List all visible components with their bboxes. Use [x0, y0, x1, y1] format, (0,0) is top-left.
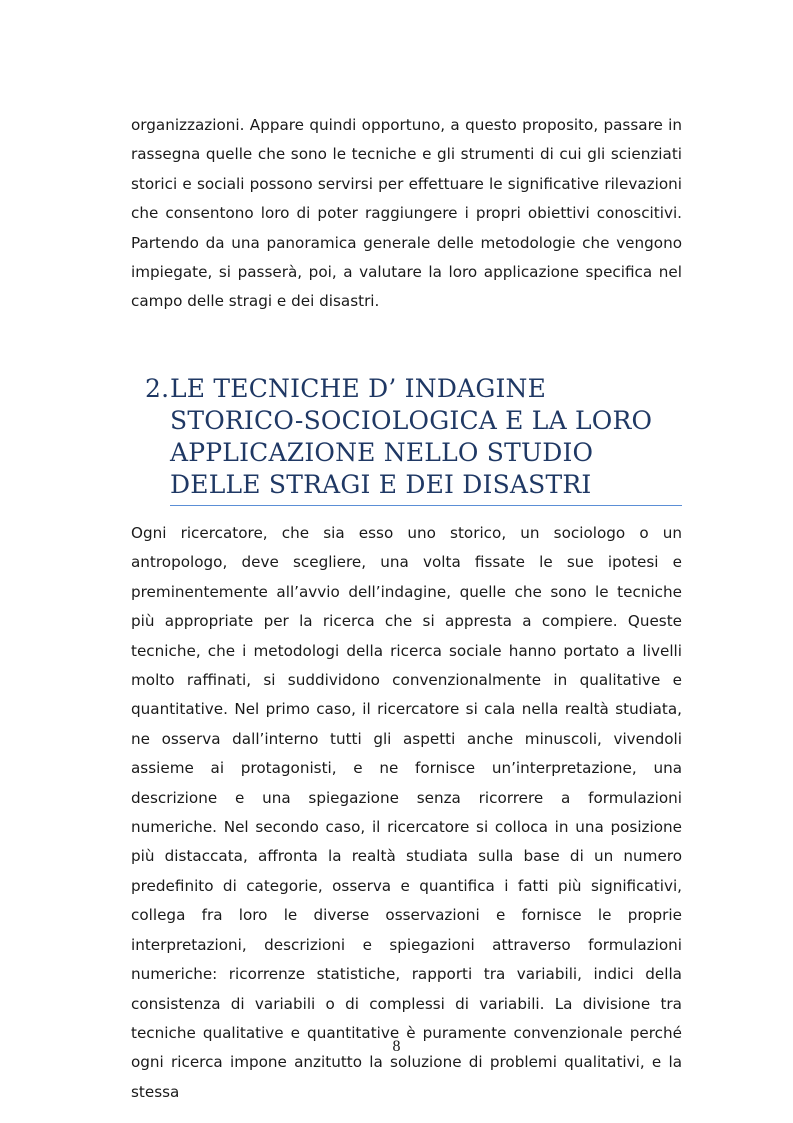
body-paragraph-intro: [131, 111, 682, 317]
page-number: 8: [392, 1038, 401, 1055]
section-heading: [145, 373, 682, 501]
section-title: LE TECNICHE D’ INDAGINE STORICO-SOCIOLOGICA E LA LORO APPLICAZIONE NELLO STUDIO DELLE STRAGI E DEI DISASTRI: [170, 374, 653, 499]
paragraph-text: organizzazioni. Appare quindi opportuno, a questo proposito, passare in rassegna quelle che sono le tecniche e gli strumenti di cui gli scienziati storici e sociali possono servirsi per effettuare le significative rilevazioni che consentono loro di poter raggiungere i propri obiettivi conoscitivi. Partendo da una panoramica generale delle metodologie che vengono impiegate, si passerà, poi, a valutare la loro applicazione specifica nel campo delle stragi e dei disastri.: [131, 116, 682, 311]
paragraph-text: Ogni ricercatore, che sia esso uno storico, un sociologo o un antropologo, deve scegliere, una volta fissate le sue ipotesi e preminentemente all’avvio dell’indagine, quelle che sono le tecniche più appropriate per la ricerca che si appresta a compiere. Queste tecniche, che i metodologi della ricerca sociale hanno portato a livelli molto raffinati, si suddividono convenzionalmente in qualitative e quantitative. Nel primo caso, il ricercatore si cala nella realtà studiata, ne osserva dall’interno tutti gli aspetti anche minuscoli, vivendoli assieme ai protagonisti, e ne fornisce un’interpretazione, una descrizione e una spiegazione senza ricorrere a formulazioni numeriche. Nel secondo caso, il ricercatore si colloca in una posizione più distaccata, affronta la realtà studiata sulla base di un numero predefinito di categorie, osserva e quantifica i fatti più significativi, collega fra loro le diverse osservazioni e fornisce le proprie interpretazioni, descrizioni e spiegazioni attraverso formulazioni numeriche: ricorrenze statistiche, rapporti tra variabili, indici della consistenza di variabili o di complessi di variabili. La divisione tra tecniche qualitative e quantitative è puramente convenzionale perché ogni ricerca impone anzitutto la soluzione di problemi qualitativi, e la stessa: [131, 524, 682, 1101]
heading-underline: [170, 505, 682, 506]
section-number: 2.: [145, 374, 170, 403]
body-paragraph-main: [131, 519, 682, 1107]
